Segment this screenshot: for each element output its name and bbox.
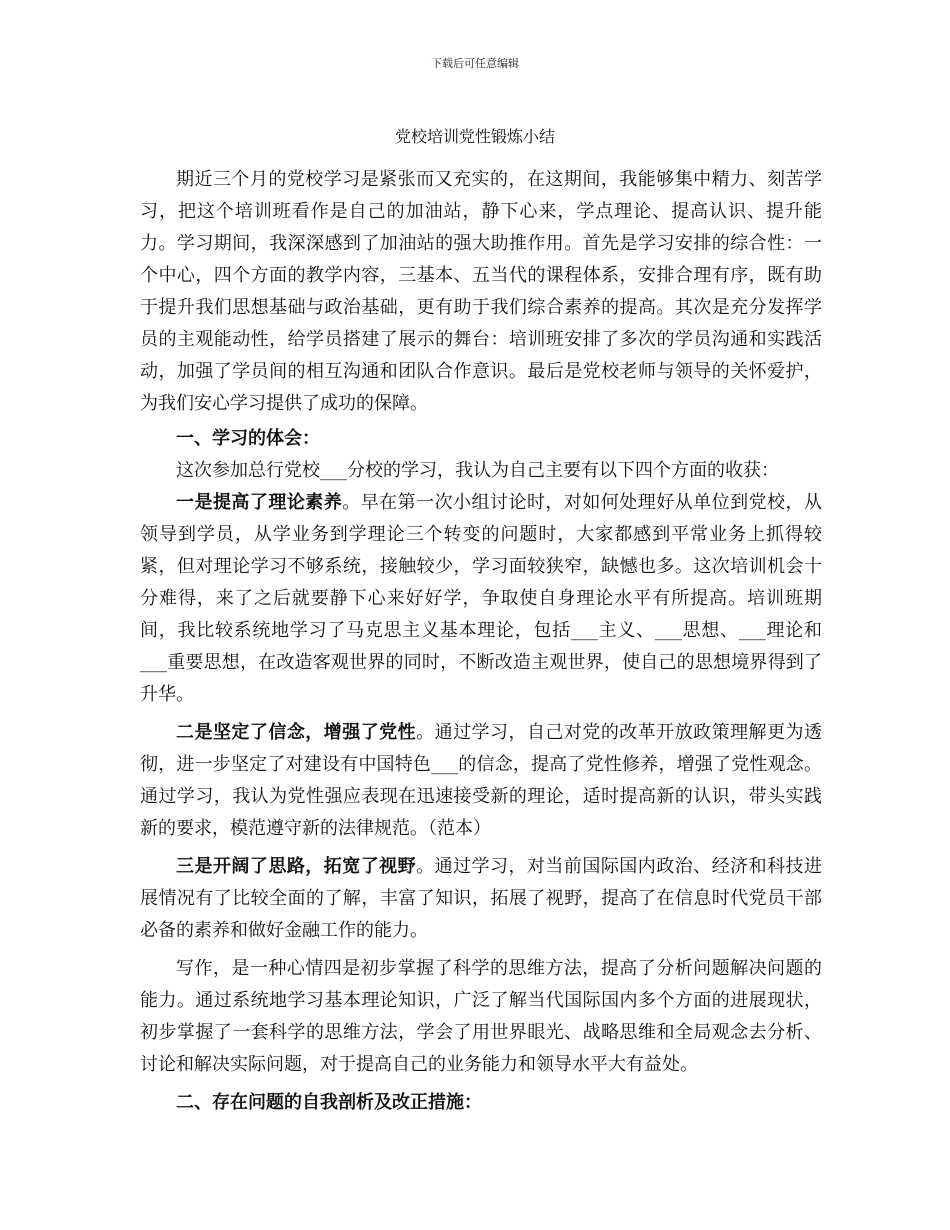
point-2-paragraph — [140, 717, 822, 845]
header-note: 下载后可任意编辑 — [431, 57, 519, 70]
document-title: 党校培训党性锻炼小结 — [394, 127, 555, 146]
point-2-lead: 二是坚定了信念，增强了党性 — [176, 722, 417, 743]
document-body — [140, 164, 822, 1119]
section-heading-2: 二、存在问题的自我剖析及改正措施： — [176, 1092, 482, 1113]
point-1-paragraph — [140, 487, 822, 711]
point-3-text: 。通过学习，对当前国际国内政治、经济和科技进展情况有了比较全面的了解，丰富了知识，拓展了视野，提高了在信息时代党员干部必备的素养和做好金融工作的能力。 — [140, 856, 823, 941]
intro-paragraph: 期近三个月的党校学习是紧张而又充实的，在这期间，我能够集中精力、刻苦学习，把这个培训班看作是自己的加油站，静下心来，学点理论、提高认识、提升能力。学习期间，我深深感到了加油站的强大助推作用。首先是学习安排的综合性：一个中心，四个方面的教学内容，三基本、五当代的课程体系，安排合理有序，既有助于提升我们思想基础与政治基础，更有助于我们综合素养的提高。其次是充分发挥学员的主观能动性，给学员搭建了展示的舞台：培训班安排了多次的学员沟通和实践活动，加强了学员间的相互沟通和团队合作意识。最后是党校老师与领导的关怀爱护，为我们安心学习提供了成功的保障。 — [140, 169, 822, 414]
point-3-lead: 三是开阔了思路，拓宽了视野 — [176, 856, 417, 877]
section-1-lead-paragraph: 这次参加总行党校___分校的学习，我认为自己主要有以下四个方面的收获： — [176, 460, 779, 481]
section-heading-1: 一、学习的体会： — [176, 428, 320, 449]
point-2-text: 。通过学习，自己对党的改革开放政策理解更为透彻，进一步坚定了对建设有中国特色___的信念，提高了党性修养，增强了党性观念。通过学习，我认为党性强应表现在迅速接受新的理论，适时提高新的认识，带头实践新的要求，模范遵守新的法律规范。（范本） — [140, 722, 823, 839]
point-3-paragraph — [140, 851, 822, 947]
point-4-paragraph: 写作，是一种心情四是初步掌握了科学的思维方法，提高了分析问题解决问题的能力。通过系统地学习基本理论知识，广泛了解当代国际国内多个方面的进展现状，初步掌握了一套科学的思维方法，学会了用世界眼光、战略思维和全局观念去分析、讨论和解决实际问题，对于提高自己的业务能力和领导水平大有益处。 — [140, 958, 822, 1075]
point-1-lead: 一是提高了理论素养 — [176, 492, 343, 513]
point-1-text: 。早在第一次小组讨论时，对如何处理好从单位到党校，从领导到学员，从学业务到学理论三个转变的问题时，大家都感到平常业务上抓得较紧，但对理论学习不够系统，接触较少，学习面较狭窄，缺憾也多。这次培训机会十分难得，来了之后就要静下心来好好学，争取使自身理论水平有所提高。培训班期间，我比较系统地学习了马克思主义基本理论，包括___主义、___思想、___理论和___重要思想，在改造客观世界的同时，不断改造主观世界，使自己的思想境界得到了升华。 — [140, 492, 822, 705]
